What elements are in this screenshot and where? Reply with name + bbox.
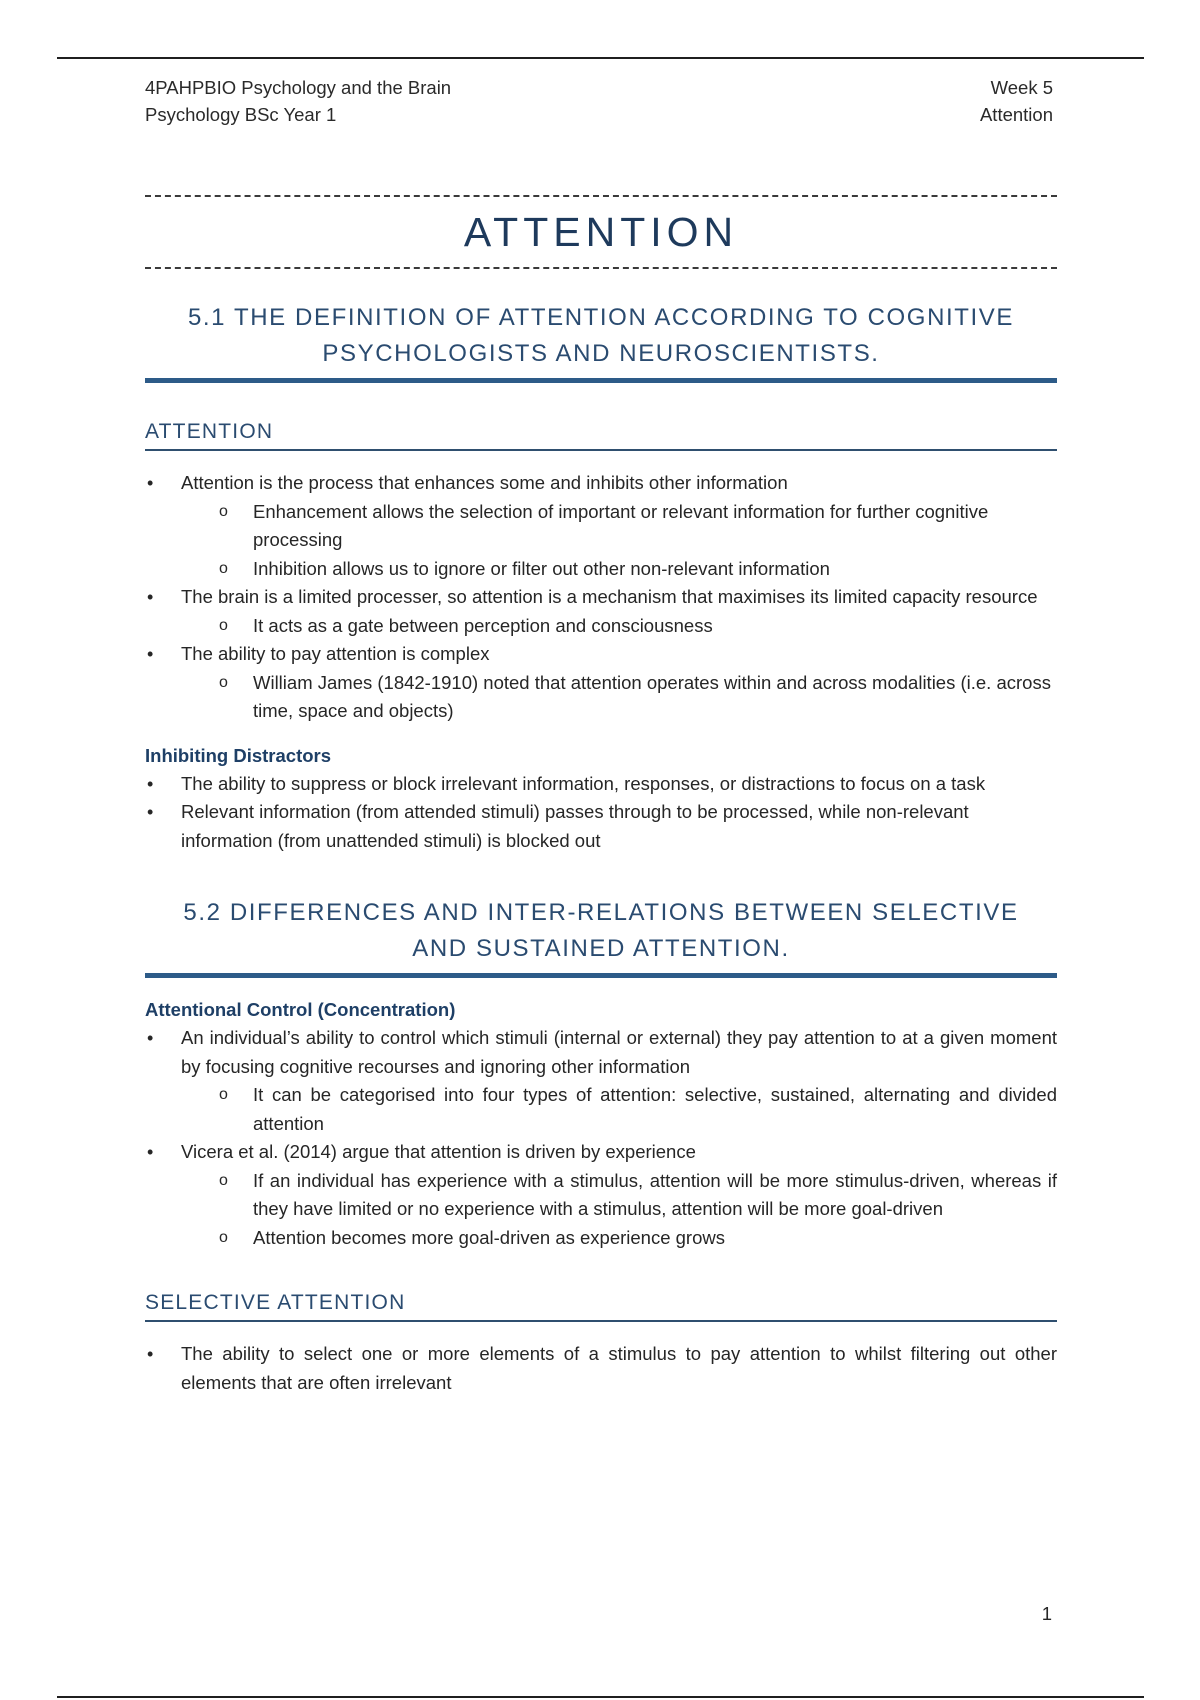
list-item: • The ability to suppress or block irrelevant information, responses, or distractions to focus on a task [145,770,1057,799]
page-number: 1 [1041,1603,1052,1624]
page-top-rule [57,57,1144,59]
subheading-selective-attention: SELECTIVE ATTENTION [145,1288,1057,1322]
topic-label: Attention [979,104,1053,125]
bullet-icon: • [147,802,154,822]
course-title: 4PAHPBIO Psychology and the Brain [145,77,452,98]
section-heading-5-1: 5.1 THE DEFINITION OF ATTENTION ACCORDING TO COGNITIVE PSYCHOLOGISTS AND NEUROSCIENTISTS. [145,300,1057,383]
sub-bullet-icon: o [219,559,228,577]
week-label: Week 5 [990,77,1053,98]
course-year: Psychology BSc Year 1 [145,104,337,125]
section-heading-5-2: 5.2 DIFFERENCES AND INTER-RELATIONS BETWEEN SELECTIVE AND SUSTAINED ATTENTION. [145,895,1057,978]
bullet-icon: • [147,1142,154,1162]
selective-attention-bullet-list [145,1340,1057,1397]
list-item: • The ability to pay attention is complex o William James (1842-1910) noted that attention operates within and across modalities (i.e. across time, space and objects) [145,640,1057,726]
subheading-inhibiting-distractors: Inhibiting Distractors [145,744,332,766]
sub-bullet-icon: o [219,616,228,634]
bullet-icon: • [147,587,154,607]
list-item: • Attention is the process that enhances some and inhibits other information o Enhancement allows the selection of important or relevant information for further cognitive processing o Inhibition allows us to ignore or filter out other non-relevant information [145,469,1057,583]
subheading-attentional-control: Attentional Control (Concentration) [145,999,456,1020]
document-body [145,300,1057,1397]
title-block [145,195,1057,269]
header-week-info [980,74,1053,128]
sub-list-item: o It can be categorised into four types of attention: selective, sustained, alternating and divided attention [217,1081,1057,1138]
subheading-attention: ATTENTION [145,417,1057,451]
sub-list-item: o Inhibition allows us to ignore or filter out other non-relevant information [217,555,1057,584]
sub-list-item: o Attention becomes more goal-driven as experience grows [217,1224,1057,1253]
sub-bullet-icon: o [219,1086,228,1103]
page-bottom-rule [57,1696,1144,1698]
bullet-icon: • [147,644,154,664]
list-item: • Vicera et al. (2014) argue that attention is driven by experience o If an individual has experience with a stimulus, attention will be more stimulus-driven, whereas if they have limited or no experience with a stimulus, attention will be more goal-driven o Attention becomes more goal-driven as experience grows [145,1138,1057,1252]
list-item: • The ability to select one or more elements of a stimulus to pay attention to whilst filtering out other elements that are often irrelevant [145,1340,1057,1397]
sub-bullet-icon: o [219,502,228,520]
list-item: • Relevant information (from attended stimuli) passes through to be processed, while non-relevant information (from unattended stimuli) is blocked out [145,798,1057,855]
sub-list-item: o Enhancement allows the selection of important or relevant information for further cognitive processing [217,498,1057,555]
list-item: • An individual’s ability to control which stimuli (internal or external) they pay attention to at a given moment by focusing cognitive recourses and ignoring other information o It can be categorised into four types of attention: selective, sustained, alternating and divided attention [145,1024,1057,1138]
bullet-icon: • [147,1028,154,1048]
inhibiting-bullet-list [145,770,1057,856]
sub-list-item: o If an individual has experience with a stimulus, attention will be more stimulus-driven, whereas if they have limited or no experience with a stimulus, attention will be more goal-driven [217,1167,1057,1224]
bullet-icon: • [147,473,154,493]
list-item: • The brain is a limited processer, so attention is a mechanism that maximises its limited capacity resource o It acts as a gate between perception and consciousness [145,583,1057,640]
title-dashed-rule-bottom [145,267,1057,269]
sub-list-item: o William James (1842-1910) noted that attention operates within and across modalities (i.e. across time, space and objects) [217,669,1057,726]
attention-bullet-list [145,469,1057,726]
document-title: ATTENTION [463,209,739,255]
sub-bullet-icon: o [219,1171,228,1189]
attentional-control-bullet-list [145,1024,1057,1252]
sub-list-item: o It acts as a gate between perception and consciousness [217,612,1057,641]
title-dashed-rule-top [145,195,1057,197]
header-course-info [145,74,451,128]
bullet-icon: • [147,1344,154,1364]
sub-bullet-icon: o [219,673,228,691]
bullet-icon: • [147,773,154,794]
sub-bullet-icon: o [219,1228,228,1246]
